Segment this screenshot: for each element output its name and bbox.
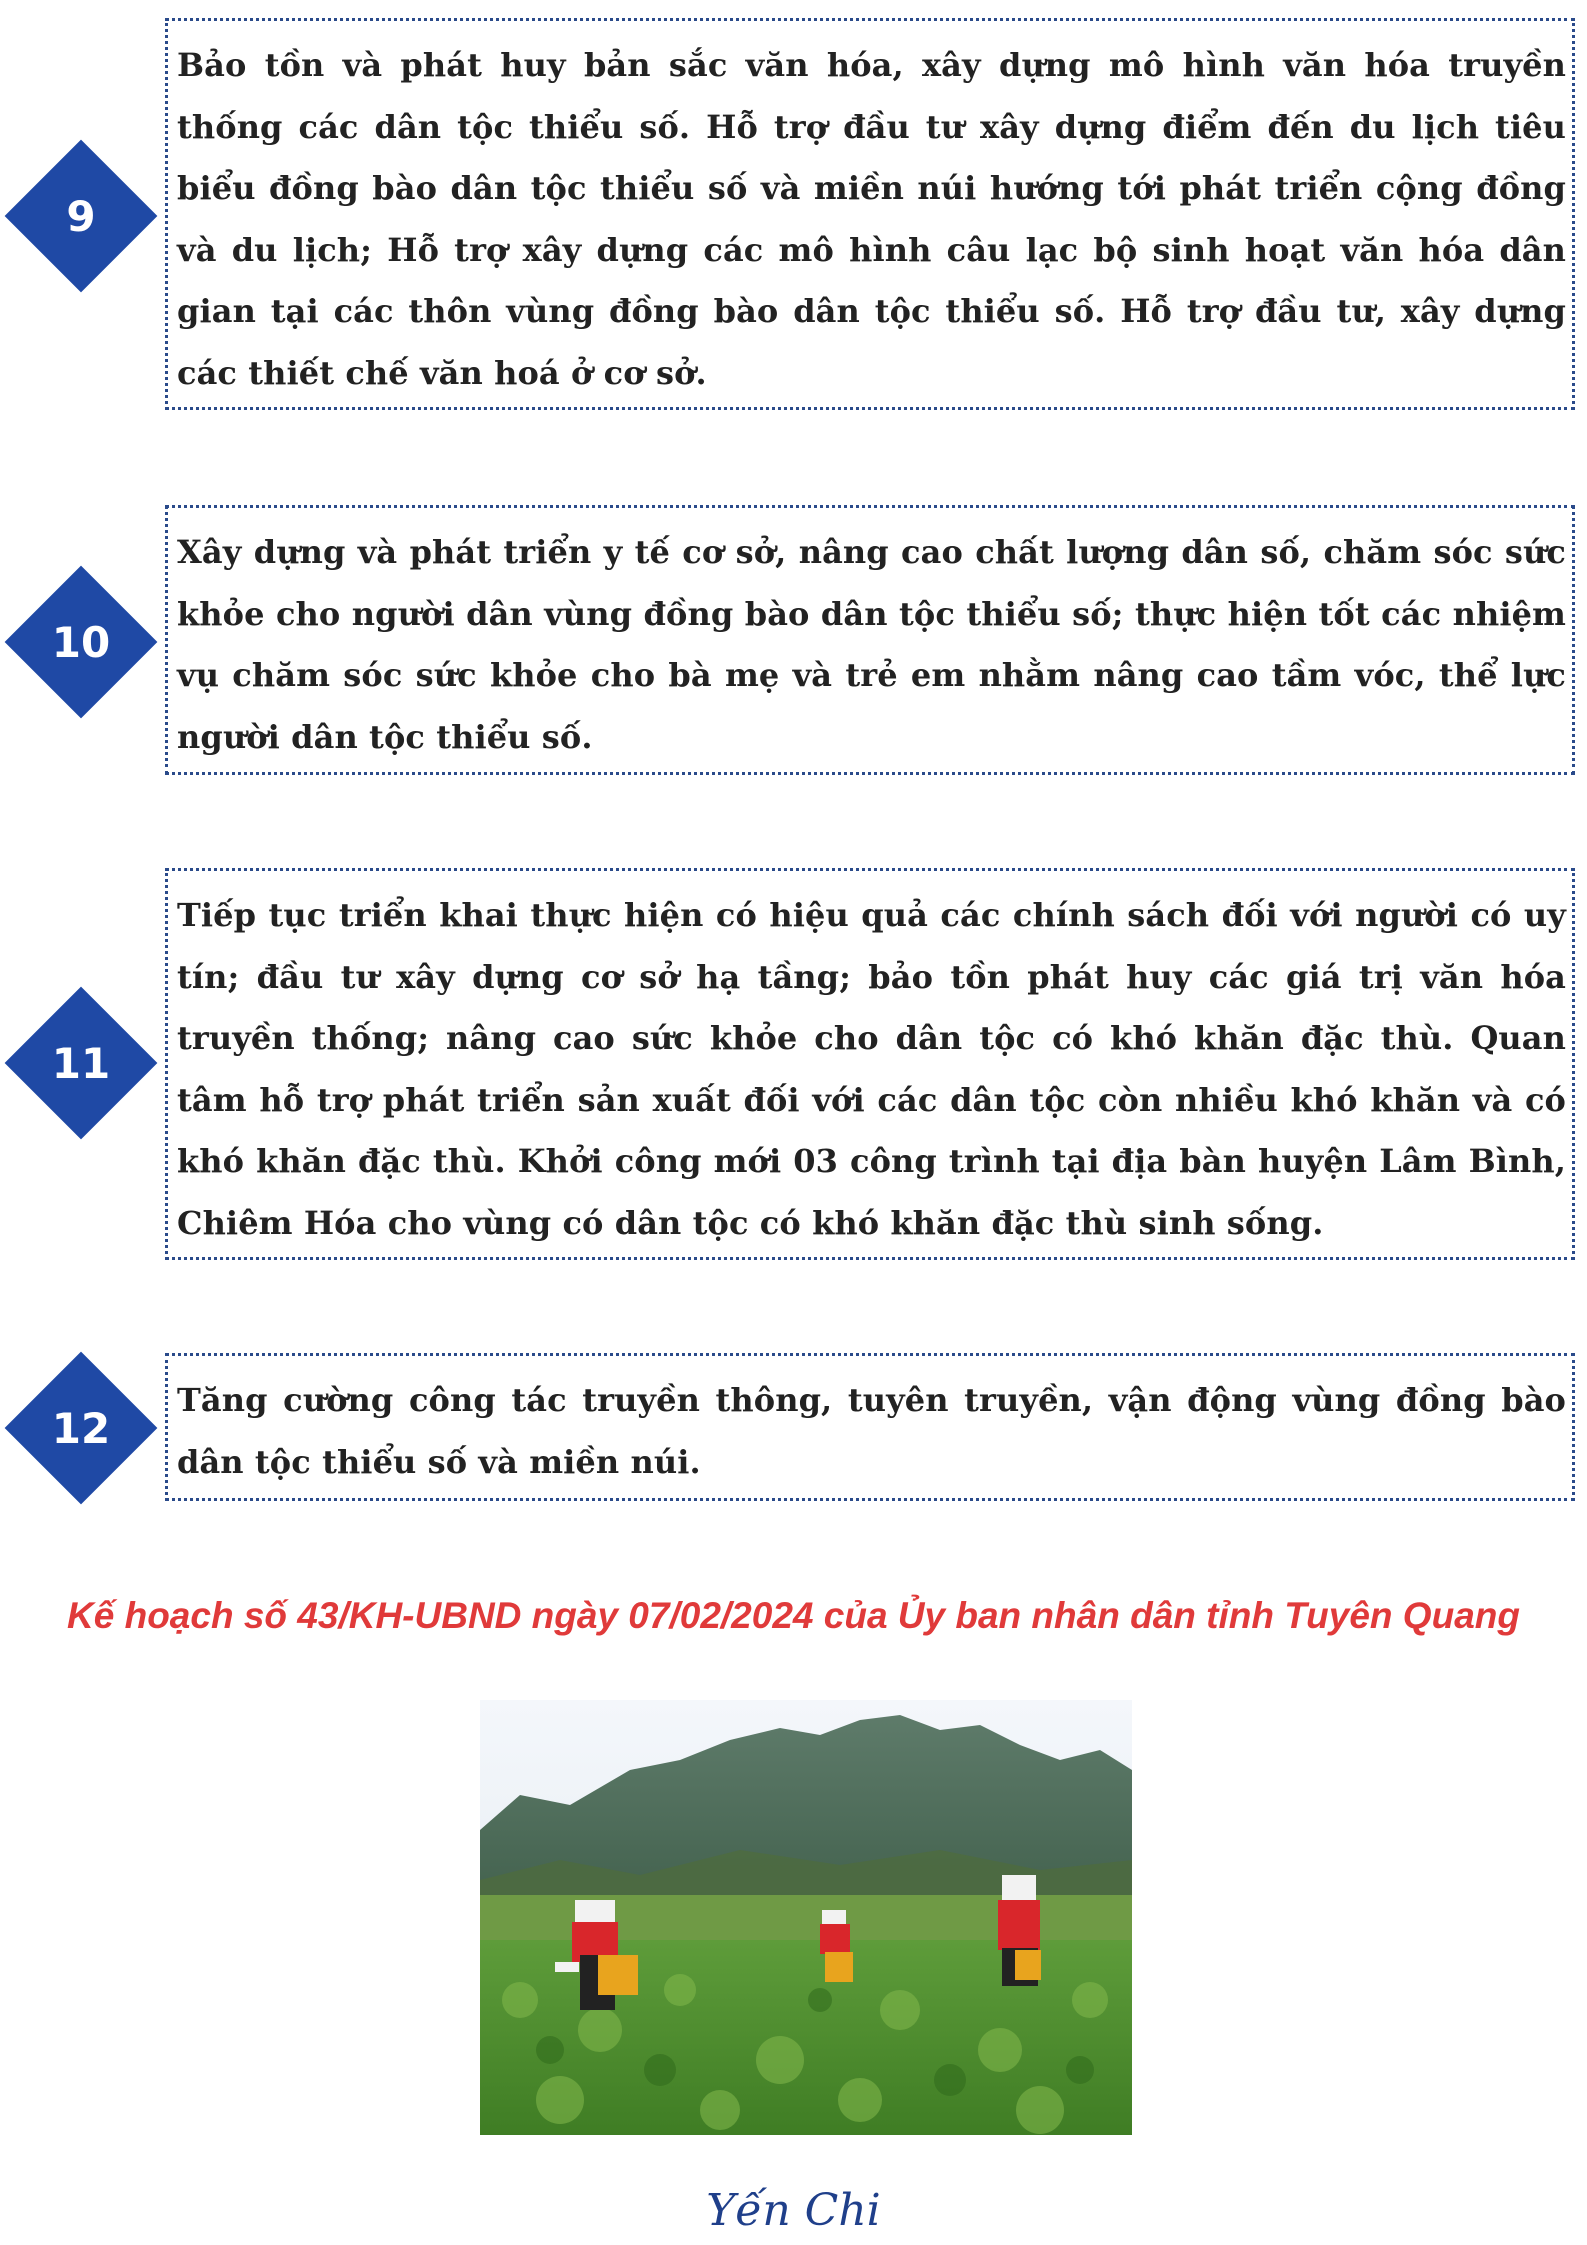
- author-signature: Yến Chi: [706, 2185, 881, 2236]
- text-box: [165, 18, 1575, 410]
- number-diamond: [5, 566, 157, 718]
- number-diamond: [5, 987, 157, 1139]
- number-diamond: [5, 1352, 157, 1504]
- text-box: [165, 505, 1575, 775]
- number-diamond: [5, 140, 157, 292]
- item-text: Tăng cường công tác truyền thông, tuyên truyền, vận động vùng đồng bào dân tộc thiểu số và miền núi.: [177, 1381, 1566, 1481]
- source-citation: Kế hoạch số 43/KH-UBND ngày 07/02/2024 của Ủy ban nhân dân tỉnh Tuyên Quang: [67, 1595, 1520, 1636]
- item-text: Tiếp tục triển khai thực hiện có hiệu quả các chính sách đối với người có uy tín; đầu tư xây dựng cơ sở hạ tầng; bảo tồn phát huy các giá trị văn hóa truyền thống; nâng cao sức khỏe cho dân tộc có khó khăn đặc thù. Quan tâm hỗ trợ phát triển sản xuất đối với các dân tộc còn nhiều khó khăn và có khó khăn đặc thù. Khởi công mới 03 công trình tại địa bàn huyện Lâm Bình, Chiêm Hóa cho vùng có dân tộc có khó khăn đặc thù sinh sống.: [177, 896, 1566, 1242]
- item-number: 11: [51, 1038, 111, 1088]
- item-number: 9: [66, 191, 96, 241]
- field-photo: [480, 1700, 1132, 2135]
- item-number: 12: [51, 1403, 111, 1453]
- item-number: 10: [51, 617, 111, 667]
- item-text: Bảo tồn và phát huy bản sắc văn hóa, xây dựng mô hình văn hóa truyền thống các dân tộc thiểu số. Hỗ trợ đầu tư xây dựng điểm đến du lịch tiêu biểu đồng bào dân tộc thiểu số và miền núi hướng tới phát triển cộng đồng và du lịch; Hỗ trợ xây dựng các mô hình câu lạc bộ sinh hoạt văn hóa dân gian tại các thôn vùng đồng bào dân tộc thiểu số. Hỗ trợ đầu tư, xây dựng các thiết chế văn hoá ở cơ sở.: [177, 46, 1566, 392]
- text-box: [165, 1353, 1575, 1501]
- item-text: Xây dựng và phát triển y tế cơ sở, nâng cao chất lượng dân số, chăm sóc sức khỏe cho người dân vùng đồng bào dân tộc thiểu số; thực hiện tốt các nhiệm vụ chăm sóc sức khỏe cho bà mẹ và trẻ em nhằm nâng cao tầm vóc, thể lực người dân tộc thiểu số.: [177, 533, 1566, 756]
- text-box: [165, 868, 1575, 1260]
